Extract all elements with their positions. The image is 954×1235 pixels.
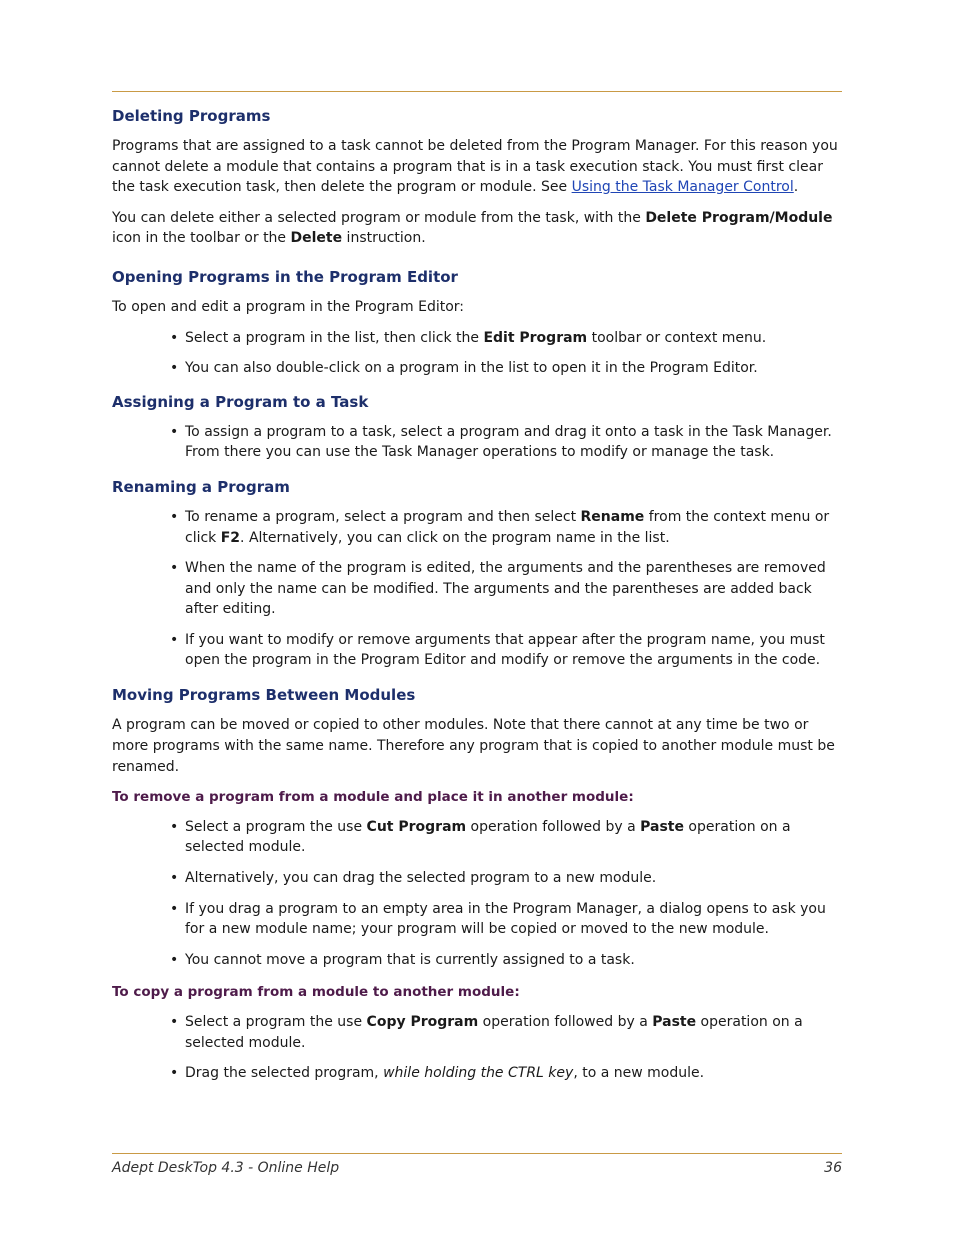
footer-title: Adept DeskTop 4.3 - Online Help [112, 1160, 340, 1176]
bullet-icon: • [170, 1014, 179, 1031]
heading-deleting-programs: Deleting Programs [112, 107, 271, 125]
list-item: • Select a program in the list, then click the Edit Program toolbar or context menu. [112, 328, 842, 348]
heading-renaming-program: Renaming a Program [112, 478, 290, 497]
list-item: • To rename a program, select a program and then select Rename from the context menu or click F2. Alternatively, you can click on the program name in the list. [170, 509, 830, 546]
heading-moving-programs: Moving Programs Between Modules [112, 686, 416, 705]
paragraph-opening-intro: To open and edit a program in the Program Editor: [112, 298, 464, 315]
bullet-icon: • [170, 870, 179, 887]
bullet-icon: • [170, 952, 179, 969]
list-copy [112, 1012, 842, 1083]
paragraph-moving-intro: A program can be moved or copied to other modules. Note that there cannot at any time be two or more programs with the same name. Therefore any program that is copied to another module must be renamed. [112, 717, 835, 775]
list-item: • If you drag a program to an empty area in the Program Manager, a dialog opens to ask you for a new module name; your program will be copied or moved to the new module. [170, 901, 826, 938]
bullet-icon: • [170, 819, 179, 836]
bullet-icon: • [170, 560, 179, 577]
list-opening [112, 328, 842, 379]
bullet-icon: • [170, 423, 179, 440]
subheading-copy-program: To copy a program from a module to another module: [112, 984, 520, 1001]
heading-opening-programs: Opening Programs in the Program Editor [112, 267, 458, 286]
bullet-icon: • [170, 631, 179, 648]
list-assigning [112, 422, 842, 463]
list-item: • You cannot move a program that is currently assigned to a task. [112, 950, 842, 970]
paragraph-deleting-1: Programs that are assigned to a task cannot be deleted from the Program Manager. For this reason you cannot delete a module that contains a program that is in a task execution stack. You must first clear the task execution task, then delete the program or module. See Using the Task Manager Control. [112, 138, 838, 196]
link-task-manager-control[interactable]: Using the Task Manager Control [571, 179, 794, 196]
list-item: • Select a program the use Copy Program operation followed by a Paste operation on a selected module. [170, 1014, 803, 1051]
bullet-icon: • [170, 329, 179, 346]
list-item: • If you want to modify or remove arguments that appear after the program name, you must open the program in the Program Editor and modify or remove the arguments in the code. [170, 631, 825, 669]
list-item: • Alternatively, you can drag the selected program to a new module. [112, 868, 842, 888]
bullet-icon: • [170, 360, 179, 377]
bullet-icon: • [170, 509, 179, 526]
list-remove [112, 817, 842, 970]
header-rule [112, 91, 842, 92]
subheading-remove-program: To remove a program from a module and place it in another module: [112, 789, 634, 806]
bullet-icon: • [170, 1065, 179, 1082]
footer-rule [112, 1153, 842, 1154]
heading-assigning-program: Assigning a Program to a Task [112, 392, 369, 411]
list-item: • When the name of the program is edited, the arguments and the parentheses are removed and only the name can be modified. The arguments and the parentheses are added back after editing. [170, 560, 826, 617]
list-item: • To assign a program to a task, select a program and drag it onto a task in the Task Manager. From there you can use the Task Manager operations to modify or manage the task. [170, 423, 832, 460]
list-renaming [112, 507, 842, 670]
bullet-icon: • [170, 901, 179, 917]
page-number: 36 [824, 1160, 842, 1176]
list-item: • Drag the selected program, while holding the CTRL key, to a new module. [112, 1063, 842, 1083]
paragraph-deleting-2: You can delete either a selected program or module from the task, with the Delete Program/Module icon in the toolbar or the Delete instruction. [112, 209, 833, 247]
list-item: • Select a program the use Cut Program operation followed by a Paste operation on a selected module. [170, 819, 791, 856]
page-content [112, 105, 842, 1096]
list-item: • You can also double-click on a program in the list to open it in the Program Editor. [112, 358, 842, 378]
